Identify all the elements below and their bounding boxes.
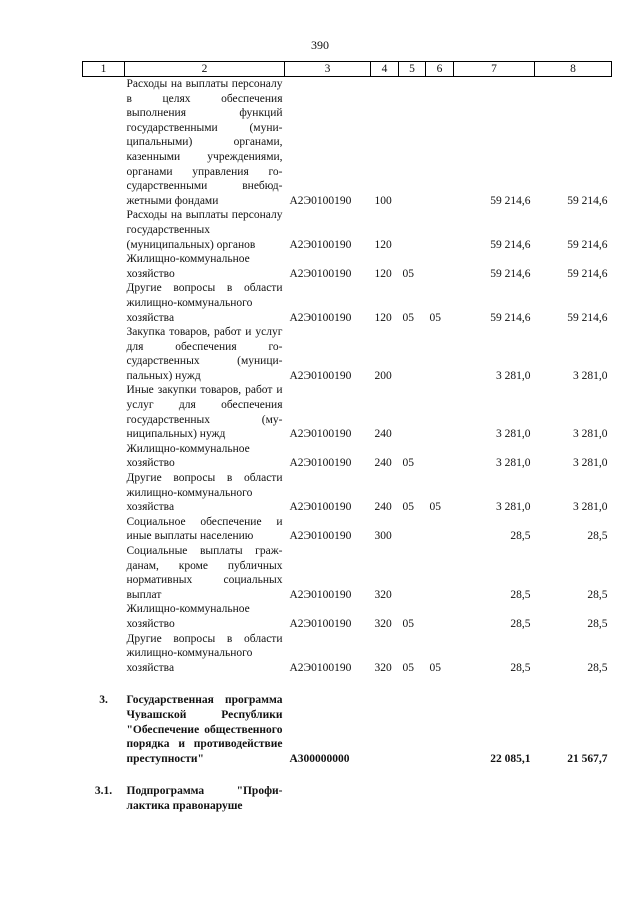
table-row (83, 281, 612, 325)
subsection-code (426, 602, 454, 631)
expense-type: 320 (374, 661, 392, 674)
row-number (83, 77, 125, 209)
section-code (399, 77, 426, 209)
amount-year2: 3 281,0 (573, 457, 608, 470)
amount-year1: 28,5 (510, 661, 531, 674)
amount-year2: 28,5 (587, 588, 608, 601)
column-header: 6 (426, 62, 454, 77)
subsection-code: 05 (429, 661, 441, 674)
table-row (83, 544, 612, 602)
amount-year2 (535, 784, 612, 813)
row-number (83, 442, 125, 471)
expense-type: 320 (374, 588, 392, 601)
amount-year1: 59 214,6 (490, 238, 531, 251)
table-row (83, 784, 612, 813)
column-header: 8 (535, 62, 612, 77)
expense-type: 120 (374, 267, 392, 280)
section-code (399, 383, 426, 441)
target-code: А2Э0100190 (289, 267, 352, 280)
section-code (399, 515, 426, 544)
row-description: Другие вопросы в области жилищно-коммунального хозяйства (126, 472, 283, 514)
row-description: Жилищно-коммунальное хозяйство (126, 253, 250, 280)
expense-type: 240 (374, 457, 392, 470)
section-code (399, 544, 426, 602)
row-description: Другие вопросы в области жилищно-коммунального хозяйства (126, 632, 283, 674)
amount-year1: 3 281,0 (496, 501, 531, 514)
expense-type: 200 (374, 369, 392, 382)
target-code: А300000000 (289, 752, 350, 765)
row-number (83, 325, 125, 383)
amount-year2: 3 281,0 (573, 428, 608, 441)
row-number (83, 602, 125, 631)
amount-year2: 28,5 (587, 661, 608, 674)
row-description: Социальное обеспечение и иные выплаты населению (126, 515, 283, 543)
target-code: А2Э0100190 (289, 238, 352, 251)
target-code: А2Э0100190 (289, 661, 352, 674)
row-number (83, 515, 125, 544)
budget-table (82, 61, 612, 814)
page-number: 390 (311, 38, 329, 52)
table-row (83, 208, 612, 252)
row-description: Иные закупки товаров, работ и услуг для обеспечения государственных (муниципальных) нужд (126, 384, 283, 441)
section-code: 05 (402, 457, 414, 470)
table-row (83, 632, 612, 676)
target-code: А2Э0100190 (289, 194, 352, 207)
amount-year1: 28,5 (510, 617, 531, 630)
target-code: А2Э0100190 (289, 369, 352, 382)
column-header: 1 (83, 62, 125, 77)
amount-year2: 59 214,6 (567, 238, 608, 251)
row-description: Другие вопросы в области жилищно-коммунального хозяйства (126, 282, 283, 324)
amount-year2: 21 567,7 (567, 752, 608, 765)
section-code: 05 (402, 661, 414, 674)
target-code: А2Э0100190 (289, 588, 352, 601)
spacer-row (83, 675, 612, 693)
spacer-row (83, 766, 612, 784)
row-number (83, 208, 125, 252)
row-number: 3. (99, 694, 108, 707)
amount-year2: 59 214,6 (567, 311, 608, 324)
subsection-code (426, 252, 454, 281)
row-number (83, 544, 125, 602)
subsection-code: 05 (429, 311, 441, 324)
row-description: Государственная программа Чувашской Республики "Обеспечение общественного порядка и противодействие преступности" (126, 694, 283, 765)
target-code: А2Э0100190 (289, 501, 352, 514)
table-row (83, 471, 612, 515)
section-code (399, 693, 426, 766)
target-code: А2Э0100190 (289, 428, 352, 441)
amount-year1: 59 214,6 (490, 267, 531, 280)
row-number (83, 632, 125, 676)
expense-type: 240 (374, 428, 392, 441)
row-number (83, 471, 125, 515)
target-code: А2Э0100190 (289, 311, 352, 324)
subsection-code (426, 442, 454, 471)
subsection-code (426, 515, 454, 544)
table-row (83, 252, 612, 281)
row-description: Расходы на выплаты персоналу в целях обеспечения выполнения функций государственными (муниципальными) органами, казенными учреждениями, органами управления государственными внебюджетными фондами (126, 78, 283, 207)
column-header: 4 (371, 62, 399, 77)
section-code: 05 (402, 501, 414, 514)
row-description: Жилищно-коммунальное хозяйство (126, 603, 250, 630)
amount-year1: 3 281,0 (496, 369, 531, 382)
subsection-code: 05 (429, 501, 441, 514)
amount-year1: 59 214,6 (490, 194, 531, 207)
row-description: Социальные выплаты гражданам, кроме публичных нормативных социальных выплат (126, 545, 283, 601)
table-row (83, 383, 612, 441)
row-description: Расходы на выплаты персоналу государственных (муниципальных) органов (126, 209, 283, 251)
expense-type: 120 (374, 311, 392, 324)
row-description: Подпрограмма "Профилактика правонаруше (126, 785, 283, 812)
expense-type: 100 (374, 194, 392, 207)
section-code: 05 (402, 617, 414, 630)
spacer-cell (83, 766, 612, 784)
expense-type: 300 (374, 530, 392, 543)
amount-year1: 3 281,0 (496, 457, 531, 470)
table-row (83, 693, 612, 766)
amount-year2: 3 281,0 (573, 501, 608, 514)
expense-type: 240 (374, 501, 392, 514)
table-header-row (83, 62, 612, 77)
target-code: А2Э0100190 (289, 530, 352, 543)
row-description: Закупка товаров, работ и услуг для обеспечения государственных (муниципальных) нужд (126, 326, 283, 382)
column-header: 7 (454, 62, 535, 77)
amount-year2: 3 281,0 (573, 369, 608, 382)
amount-year1: 3 281,0 (496, 428, 531, 441)
column-header: 3 (285, 62, 371, 77)
amount-year2: 59 214,6 (567, 267, 608, 280)
subsection-code (426, 77, 454, 209)
subsection-code (426, 383, 454, 441)
table-row (83, 602, 612, 631)
row-number (83, 383, 125, 441)
row-number (83, 252, 125, 281)
amount-year1: 28,5 (510, 530, 531, 543)
table-row (83, 325, 612, 383)
amount-year2: 28,5 (587, 530, 608, 543)
subsection-code (426, 544, 454, 602)
target-code: А2Э0100190 (289, 457, 352, 470)
table-row (83, 442, 612, 471)
expense-type (371, 693, 399, 766)
target-code: А2Э0100190 (289, 617, 352, 630)
table-row (83, 515, 612, 544)
section-code (399, 784, 426, 813)
row-number (83, 281, 125, 325)
column-header: 5 (399, 62, 426, 77)
section-code: 05 (402, 311, 414, 324)
section-code (399, 325, 426, 383)
expense-type: 120 (374, 238, 392, 251)
section-code: 05 (402, 267, 414, 280)
amount-year1: 59 214,6 (490, 311, 531, 324)
expense-type: 320 (374, 617, 392, 630)
spacer-cell (83, 675, 612, 693)
section-code (399, 208, 426, 252)
target-code (285, 784, 371, 813)
subsection-code (426, 208, 454, 252)
amount-year2: 59 214,6 (567, 194, 608, 207)
subsection-code (426, 784, 454, 813)
amount-year2: 28,5 (587, 617, 608, 630)
subsection-code (426, 693, 454, 766)
table-row (83, 77, 612, 209)
column-header: 2 (125, 62, 285, 77)
row-number: 3.1. (94, 785, 113, 798)
amount-year1: 22 085,1 (490, 752, 531, 765)
amount-year1 (454, 784, 535, 813)
table-body (83, 77, 612, 814)
amount-year1: 28,5 (510, 588, 531, 601)
row-description: Жилищно-коммунальное хозяйство (126, 442, 250, 470)
expense-type (371, 784, 399, 813)
subsection-code (426, 325, 454, 383)
